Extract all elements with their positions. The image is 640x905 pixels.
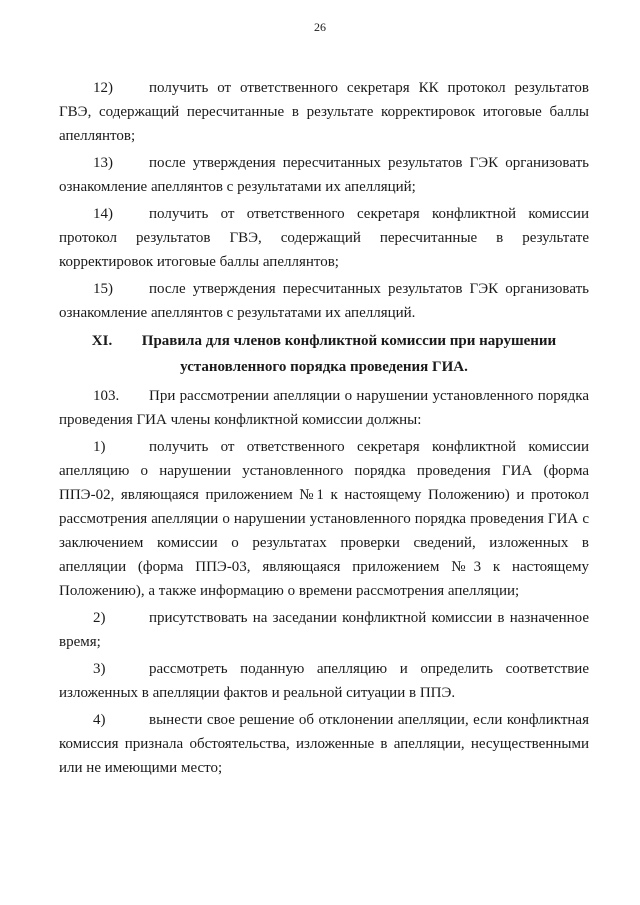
item-number: 3) xyxy=(93,661,106,677)
clause-number: 103. xyxy=(93,388,120,404)
list-item xyxy=(59,708,589,780)
list-item xyxy=(59,202,589,274)
clause-text: При рассмотрении апелляции о нарушении установленного порядка проведения ГИА члены конфликтной комиссии должны: xyxy=(59,388,589,428)
item-number: 12) xyxy=(93,80,113,96)
item-number: 13) xyxy=(93,155,113,171)
section-heading xyxy=(59,328,589,380)
item-number: 15) xyxy=(93,281,113,297)
item-text: после утверждения пересчитанных результатов ГЭК организовать ознакомление апеллянтов с результатами их апелляций; xyxy=(59,155,589,195)
item-text: получить от ответственного секретаря конфликтной комиссии апелляцию о нарушении установленного порядка проведения ГИА (форма ППЭ-02, являющаяся приложением №1 к настоящему Положению) и протокол рассмотрения апелляции о нарушении установленного порядка проведения ГИА с заключением комиссии о результатах проверки сведений, изложенных в апелляции (форма ППЭ-03, являющаяся приложением №3 к настоящему Положению), а также информацию о времени рассмотрения апелляции; xyxy=(59,439,589,599)
page-number: 26 xyxy=(314,20,326,34)
item-number: 14) xyxy=(93,206,113,222)
list-item xyxy=(59,435,589,603)
item-text: рассмотреть поданную апелляцию и определить соответствие изложенных в апелляции фактов и реальной ситуации в ППЭ. xyxy=(59,661,589,701)
item-text: получить от ответственного секретаря конфликтной комиссии протокол результатов ГВЭ, содержащий пересчитанные в результате корректировок итоговые баллы апеллянтов; xyxy=(59,206,589,270)
section-title-line-2: установленного порядка проведения ГИА. xyxy=(180,359,468,375)
clause xyxy=(59,384,589,432)
list-item xyxy=(59,277,589,325)
section-number: XI. xyxy=(91,333,113,349)
item-number: 2) xyxy=(93,610,106,626)
list-item xyxy=(59,657,589,705)
list-item xyxy=(59,76,589,148)
list-item xyxy=(59,606,589,654)
document-body xyxy=(59,76,589,783)
item-text: получить от ответственного секретаря КК протокол результатов ГВЭ, содержащий пересчитанные в результате корректировок итоговые баллы апеллянтов; xyxy=(59,80,589,144)
section-title-line-1: Правила для членов конфликтной комиссии при нарушении xyxy=(141,333,557,349)
section-heading-line-1 xyxy=(59,328,589,354)
item-text: присутствовать на заседании конфликтной комиссии в назначенное время; xyxy=(59,610,589,650)
item-text: после утверждения пересчитанных результатов ГЭК организовать ознакомление апеллянтов с результатами их апелляций. xyxy=(59,281,589,321)
item-text: вынести свое решение об отклонении апелляции, если конфликтная комиссия признала обстоятельства, изложенные в апелляции, несущественными или не имеющими место; xyxy=(59,712,589,776)
list-item xyxy=(59,151,589,199)
item-number: 4) xyxy=(93,712,106,728)
item-number: 1) xyxy=(93,439,106,455)
